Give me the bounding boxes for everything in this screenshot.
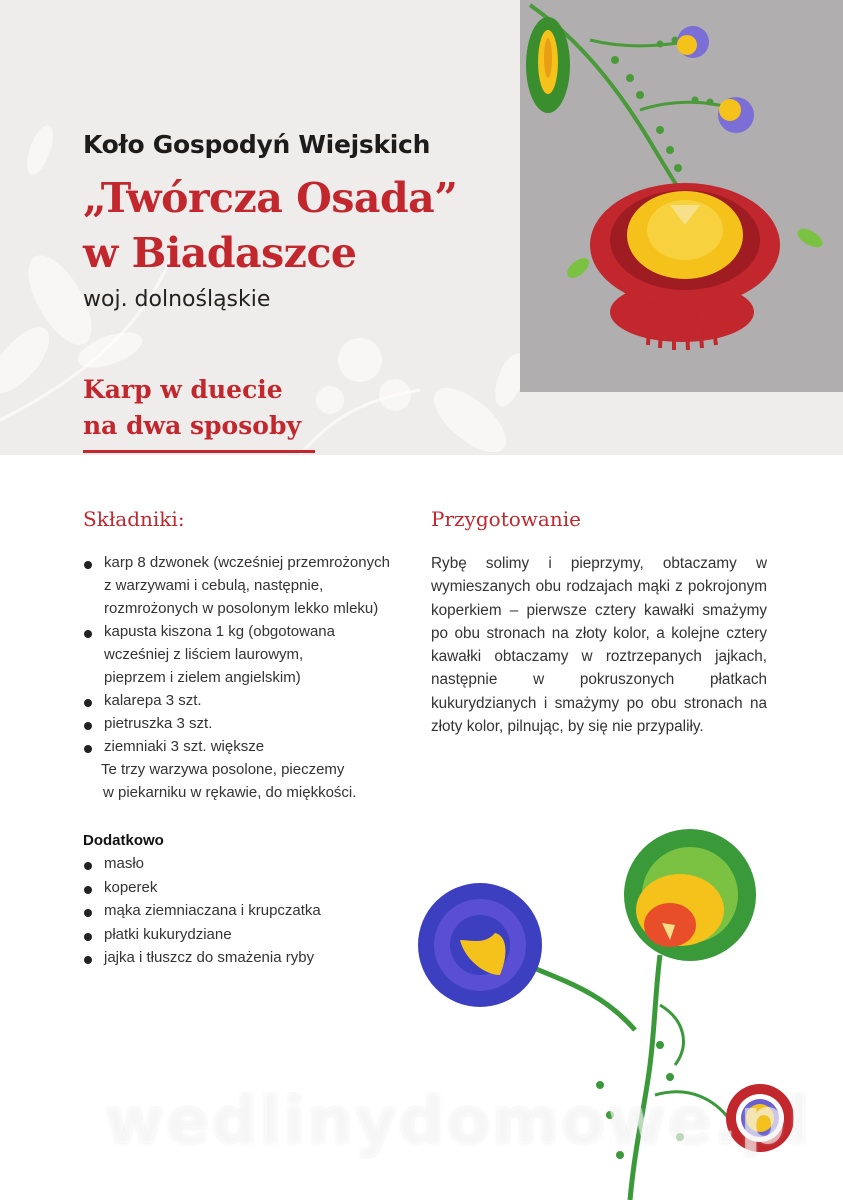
decorative-flower-panel [520, 0, 843, 392]
ingredient-line: kalarepa 3 szt. [104, 692, 202, 709]
list-item [83, 735, 413, 758]
organization-name-line2: w Biadaszce [83, 229, 357, 277]
list-item [83, 620, 413, 689]
list-item [83, 551, 413, 620]
ingredient-line: karp 8 dzwonek (wcześniej przemrożonych [104, 554, 390, 571]
note-line: w piekarniku w rękawie, do miękkości. [103, 784, 357, 801]
ingredient-line: z warzywami i cebulą, następnie, [104, 577, 324, 594]
list-item: koperek [83, 876, 321, 900]
dish-title-line1: Karp w duecie [83, 375, 283, 404]
region-label: woj. dolnośląskie [83, 287, 271, 312]
organization-label: Koło Gospodyń Wiejskich [83, 130, 431, 159]
folk-flower-illustration [520, 0, 843, 392]
list-item: mąka ziemniaczana i krupczatka [83, 899, 321, 923]
preparation-heading: Przygotowanie [431, 507, 581, 531]
watermark: wedlinydomowe.pl [105, 1085, 812, 1159]
note-line: Te trzy warzywa posolone, pieczemy [101, 761, 345, 778]
list-item: masło [83, 852, 321, 876]
ingredients-heading: Składniki: [83, 507, 185, 531]
ingredient-line: pietruszka 3 szt. [104, 715, 213, 732]
preparation-text: Rybę solimy i pieprzymy, obtaczamy w wymieszanych obu rodzajach mąki z pokrojonym koperkiem – pierwsze cztery kawałki smażymy po obu stronach na złoty kolor, a kolejne cztery kawałki obtaczamy w roztrzepanych jajkach, następnie w pokruszonych płatkach kukurydzianych i smażymy po obu stronach na złoty kolor, pilnując, by się nie przypaliły. [431, 555, 767, 736]
organization-name-line1: „Twórcza Osada” [83, 174, 458, 222]
ingredient-line: wcześniej z liściem laurowym, [104, 646, 304, 663]
ingredients-list [83, 551, 413, 804]
ingredient-line: ziemniaki 3 szt. większe [104, 738, 265, 755]
extras-list [83, 852, 321, 970]
list-item: jajka i tłuszcz do smażenia ryby [83, 946, 321, 970]
ingredient-line: kapusta kiszona 1 kg (obgotowana [104, 623, 335, 640]
list-item: płatki kukurydziane [83, 923, 321, 947]
ingredient-line: pieprzem i zielem angielskim) [104, 669, 301, 686]
dish-title-line2: na dwa sposoby [83, 411, 301, 440]
ingredient-line: rozmrożonych w posolonym lekko mleku) [104, 600, 379, 617]
dish-title-underline [83, 450, 315, 453]
baking-note [83, 758, 413, 804]
list-item [83, 712, 413, 735]
list-item [83, 689, 413, 712]
extras-heading: Dodatkowo [83, 832, 164, 849]
